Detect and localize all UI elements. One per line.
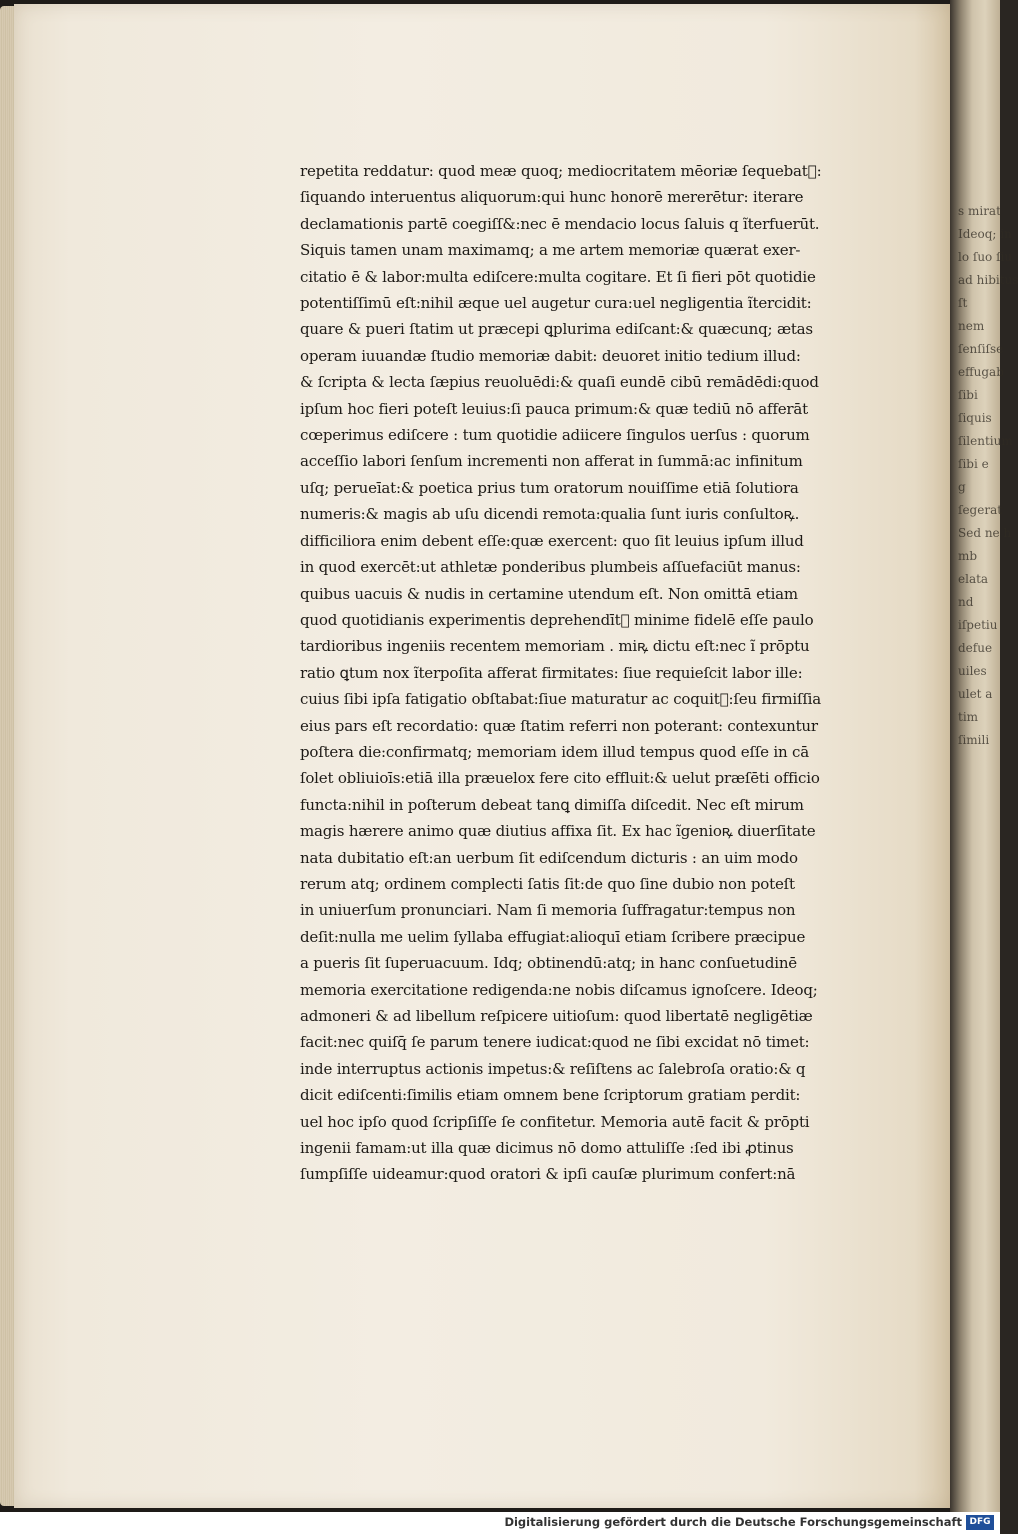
facing-text-fragment: effugab [958, 365, 1004, 379]
text-line: ſolet obliuioīs:etiā illa præuelox fere cito effluit:& uelut præſēti officio [300, 769, 820, 788]
text-line: Siquis tamen unam maximamq; a me artem memoriæ quærat exer- [300, 241, 801, 260]
text-line: ratio ꝗtum nox ĩterpoſita afferat firmitates: ſiue requieſcit labor ille: [300, 663, 803, 682]
facing-text-fragment: tim [958, 710, 979, 724]
text-line: in quod exercēt:ut athletæ ponderibus plumbeis aſſuefaciūt manus: [300, 558, 801, 577]
facing-text-fragment: ſegerat [958, 503, 1003, 517]
text-line: declamationis partē coegiſſ&:nec ē mendacio locus ſaluis q ĩterfuerūt. [300, 214, 820, 233]
text-line: ſumpſiſſe uideamur:quod oratori & ipſi cauſæ plurimum confert:nā [300, 1165, 796, 1184]
funding-note: Digitalisierung gefördert durch die Deutsche Forschungsgemeinschaft [504, 1515, 962, 1529]
facing-text-fragment: lo ſuo ſiu [958, 250, 1013, 264]
text-line: repetita reddatur: quod meæ quoq; mediocritatem mēoriæ ſequebatᷓ: [300, 162, 822, 180]
facing-text-fragment: elata [958, 572, 989, 586]
text-line: inde interruptus actionis impetus:& reſiſtens ac ſalebroſa oratio:& q [300, 1059, 806, 1078]
text-line: dicit ediſcenti:ſimilis etiam omnem bene ſcriptorum gratiam perdit: [300, 1086, 801, 1105]
text-line: potentiſſimū eſt:nihil æque uel augetur cura:uel negligentia ĩtercidit: [300, 294, 812, 313]
facing-page-text [958, 200, 1018, 752]
digitization-footer [0, 1512, 1000, 1534]
text-line: memoria exercitatione redigenda:ne nobis diſcamus ignoſcere. Ideoq; [300, 980, 818, 999]
facing-text-fragment: ſimili [958, 733, 990, 747]
text-line: & ſcripta & lecta ſæpius reuoluēdi:& quaſi eundē cibū remādēdi:quod [300, 373, 819, 392]
facing-text-fragment: ſenſiſse [958, 342, 1004, 356]
text-line: numeris:& magis ab uſu dicendi remota:qualia ſunt iuris conſultoꝶ. [300, 505, 800, 524]
text-line: in uniuerſum pronunciari. Nam ſi memoria ſuffragatur:tempus non [300, 901, 796, 920]
facing-text-fragment: ſt [958, 296, 968, 310]
facing-text-fragment: defue [958, 641, 993, 655]
text-line: admoneri & ad libellum reſpicere uitioſum: quod libertatē negligētiæ [300, 1007, 813, 1025]
text-line: cuius ſibi ipſa fatigatio obſtabat:ſiue maturatur ac coquitᷓ:ſeu firmiſſia [300, 690, 822, 709]
text-line: functa:nihil in poſterum debeat tanꝗ dimiſſa diſcedit. Nec eſt mirum [300, 795, 804, 814]
facing-text-fragment: uiles [958, 664, 987, 678]
text-line: ingenii famam:ut illa quæ dicimus nō domo attuliſſe :ſed ibi ꝓtinus [300, 1139, 794, 1158]
facing-text-fragment: ſibi e [958, 457, 989, 471]
text-line: citatio ē & labor:multa ediſcere:multa cogitare. Et ſi fieri pōt quotidie [300, 267, 816, 286]
text-line: cœperimus ediſcere : tum quotidie adiicere ſingulos uerſus : quorum [300, 426, 810, 445]
text-line: deſit:nulla me uelim ſyllaba effugiat:alioquī etiam ſcribere præcipue [300, 927, 806, 946]
text-line: nata dubitatio eſt:an uerbum ſit ediſcendum dicturis : an uim modo [300, 848, 798, 867]
facing-page [950, 0, 1018, 1512]
text-line: facit:nec quiſq̄ ſe parum tenere iudicat:quod ne ſibi excidat nō timet: [300, 1033, 810, 1052]
facing-text-fragment: mb [958, 549, 978, 563]
text-line: operam iuuandæ ſtudio memoriæ dabit: deuoret initio tedium illud: [300, 346, 801, 365]
text-line: uel hoc ipſo quod ſcripſiſſe ſe confitetur. Memoria autē facit & prōpti [300, 1112, 810, 1131]
page-text-block [300, 158, 910, 1188]
text-line: ſiquando interuentus aliquorum:qui hunc honorē mererētur: iterare [300, 188, 804, 207]
text-line: poſtera die:confirmatq; memoriam idem illud tempus quod eſſe in cā [300, 742, 809, 761]
facing-text-fragment: ulet a [958, 687, 993, 701]
dfg-logo: DFG [966, 1515, 994, 1530]
facing-text-fragment: ſiquis [958, 411, 992, 425]
text-line: rerum atq; ordinem complecti ſatis ſit:de quo ſine dubio non poteſt [300, 874, 795, 893]
facing-text-fragment: nem [958, 319, 985, 333]
facing-text-fragment: iſpetiu [958, 618, 998, 632]
text-line: a pueris ſit ſuperuacuum. Idq; obtinendū:atq; in hanc conſuetudinē [300, 954, 797, 973]
text-line: magis hærere animo quæ diutius affixa ſit. Ex hac ĩgenioꝶ diuerſitate [300, 822, 816, 841]
facing-text-fragment: ſilentium [958, 434, 1013, 448]
text-line: eius pars eſt recordatio: quæ ſtatim referri non poterant: contexuntur [300, 716, 818, 735]
text-line: uſq; perueīat:& poetica prius tum oratorum nouiſſime etiā ſolutiora [300, 478, 799, 497]
text-line: quod quotidianis experimentis deprehendītᷓ minime fidelē eſſe paulo [300, 610, 814, 629]
text-line: tardioribus ingeniis recentem memoriam . miꝶ dictu eſt:nec ĩ prōptu [300, 637, 810, 656]
text-line: ipſum hoc fieri poteſt leuius:ſi pauca primum:& quæ tediū nō afferāt [300, 399, 808, 418]
facing-text-fragment: Sed ne h [958, 526, 1012, 540]
text-line: acceſſio labori ſenſum incrementi non afferat in ſummā:ac infinitum [300, 452, 803, 471]
facing-text-fragment: ad hibitus [958, 273, 1018, 287]
text-line: quare & pueri ſtatim ut præcepi ꝗplurima ediſcant:& quæcunq; ætas [300, 320, 813, 339]
text-line: quibus uacuis & nudis in certamine utendum eſt. Non omittā etiam [300, 584, 798, 603]
facing-text-fragment: Ideoq; in [958, 227, 1012, 241]
facing-text-fragment: ſibi [958, 388, 978, 402]
facing-text-fragment: s mirat [958, 204, 1001, 218]
facing-text-fragment: g [958, 480, 966, 494]
facing-text-fragment: nd [958, 595, 974, 609]
text-line: difficiliora enim debent eſſe:quæ exercent: quo ſit leuius ipſum illud [300, 531, 804, 550]
